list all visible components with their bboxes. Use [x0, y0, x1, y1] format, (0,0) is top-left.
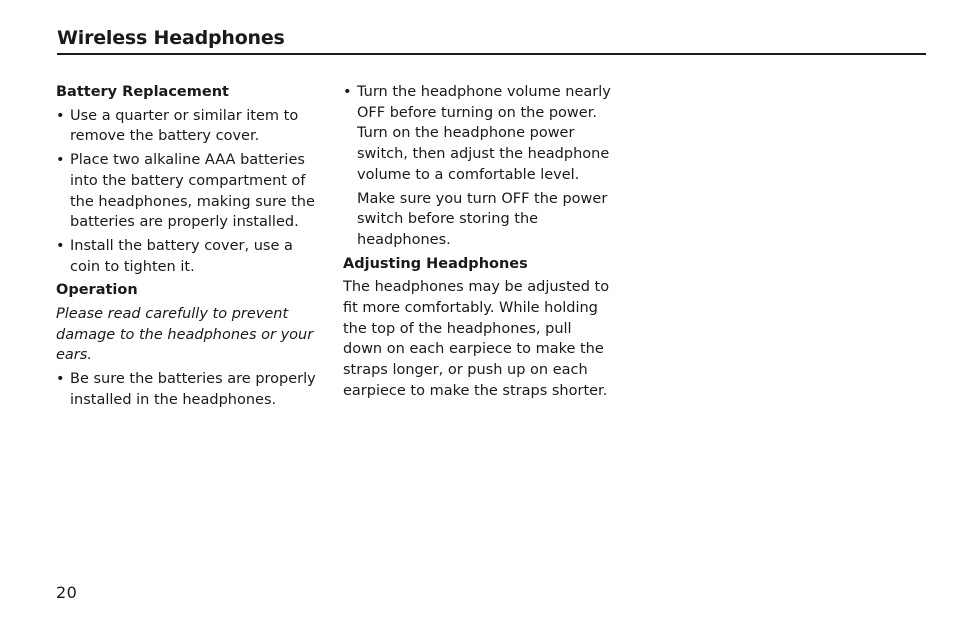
list-item [56, 369, 326, 410]
bullet-icon: • [56, 237, 65, 254]
left-column [56, 82, 326, 414]
operation-heading: Operation [56, 282, 138, 299]
list-item-text: Use a quarter or similar item to remove the battery cover. [70, 107, 299, 145]
bullet-icon: • [56, 107, 65, 124]
bullet-icon: • [56, 152, 65, 169]
adjusting-headphones-text: The headphones may be adjusted to fit more comfortably. While holding the top of the headphones, pull down on each earpiece to make the straps longer, or push up on each earpiece to make the straps shorter. [343, 279, 610, 399]
list-item-text: Turn the headphone volume nearly OFF before turning on the power. Turn on the headphone power switch, then adjust the headphone volume to a comfortable level. [357, 84, 611, 183]
adjusting-headphones-heading: Adjusting Headphones [343, 255, 528, 272]
right-column [343, 82, 613, 405]
bullet-icon: • [343, 84, 352, 100]
list-item [56, 150, 326, 233]
list-item-text: Install the battery cover, use a coin to tighten it. [70, 237, 293, 275]
list-item-text: Be sure the batteries are properly installed in the headphones. [70, 371, 316, 408]
list-item-text: Place two alkaline AAA batteries into the battery compartment of the headphones, making sure the batteries are properly installed. [70, 152, 315, 231]
page-title: Wireless Headphones [57, 27, 285, 49]
list-item [56, 106, 326, 147]
page-number: 20 [56, 583, 78, 602]
list-item [343, 82, 613, 186]
list-item [56, 236, 326, 277]
bullet-icon: • [56, 371, 65, 388]
power-off-note: Make sure you turn OFF the power switch before storing the headphones. [357, 190, 608, 248]
battery-replacement-heading: Battery Replacement [56, 84, 229, 100]
title-divider [57, 53, 926, 55]
operation-warning-note: Please read carefully to prevent damage to the headphones or your ears. [56, 306, 314, 364]
